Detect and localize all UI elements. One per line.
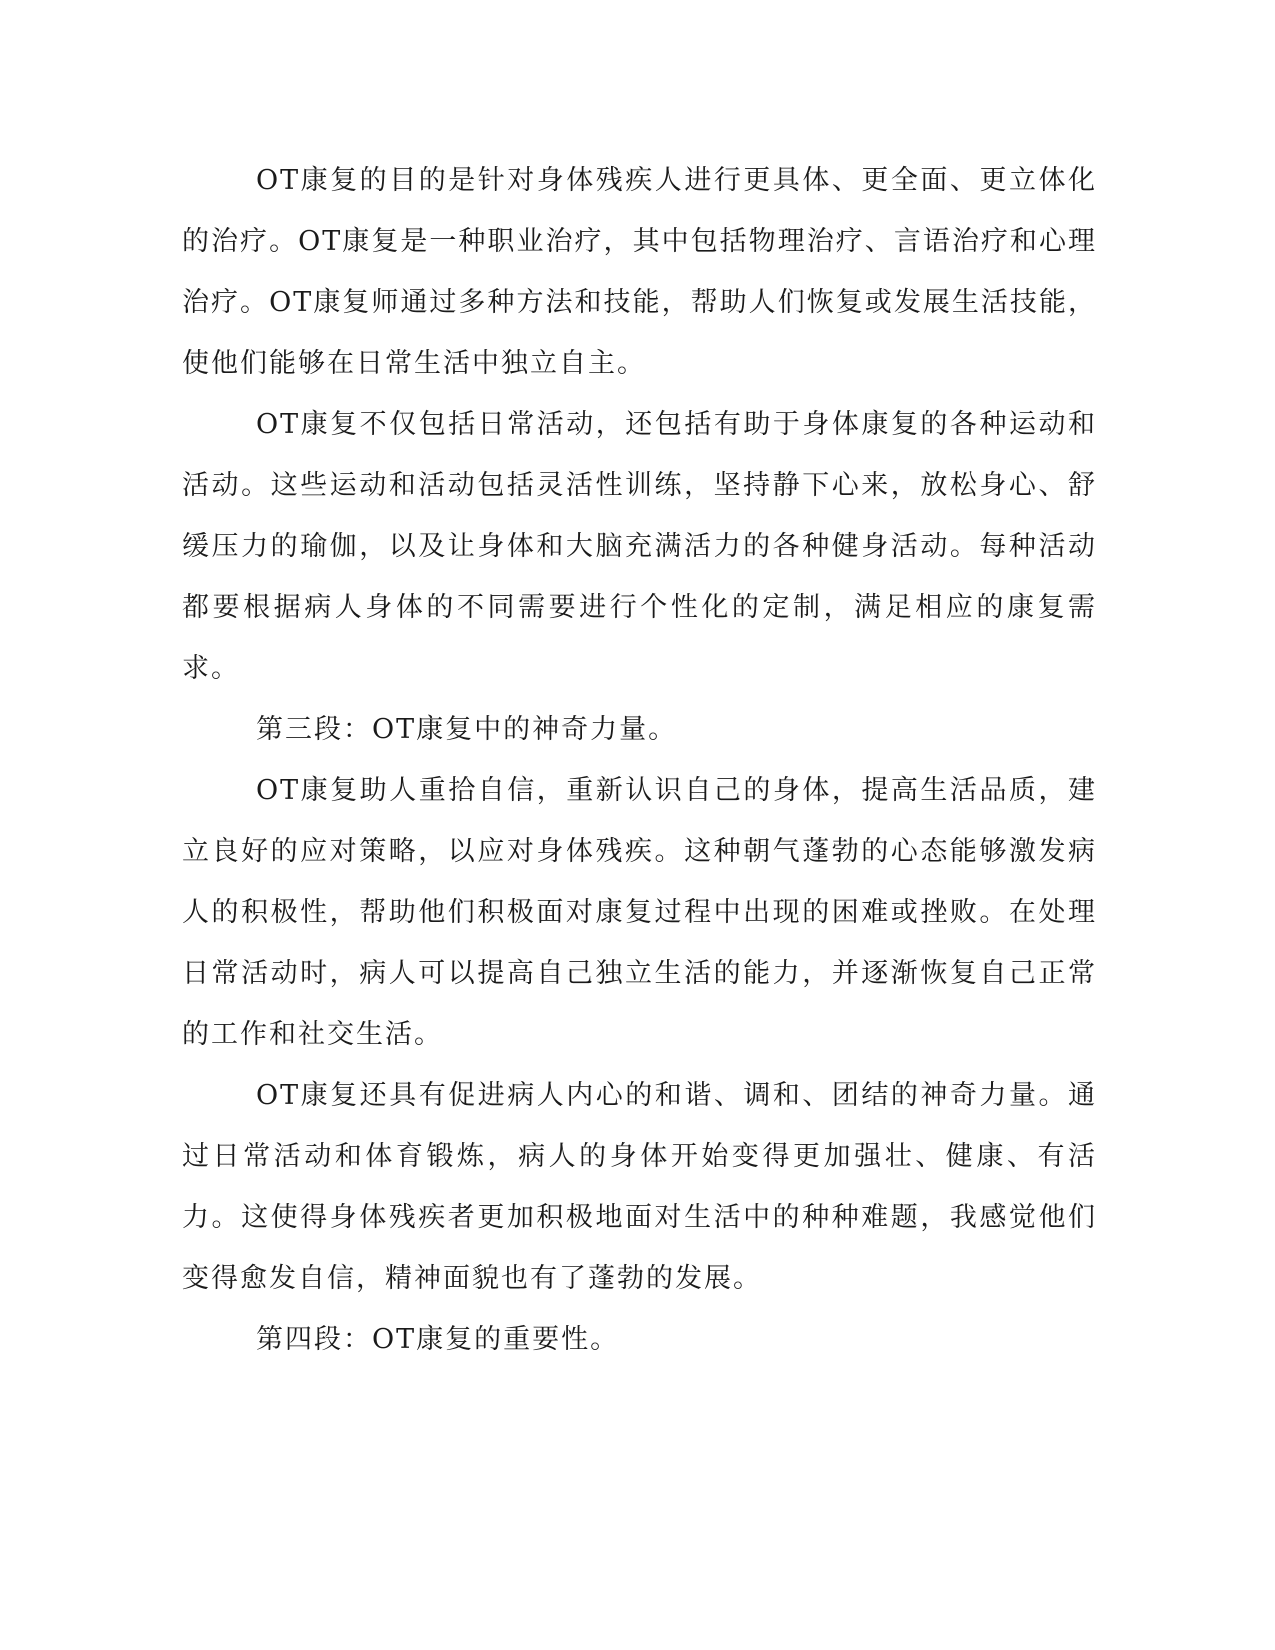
section-heading-3: 第三段：OT康复中的神奇力量。	[256, 714, 678, 745]
paragraph-ot-purpose: OT康复的目的是针对身体残疾人进行更具体、更全面、更立体化的治疗。OT康复是一种职业治疗，其中包括物理治疗、言语治疗和心理治疗。OT康复师通过多种方法和技能，帮助人们恢复或发展生活技能，使他们能够在日常生活中独立自主。	[182, 165, 1097, 379]
paragraph-ot-confidence: OT康复助人重拾自信，重新认识自己的身体，提高生活品质，建立良好的应对策略，以应对身体残疾。这种朝气蓬勃的心态能够激发病人的积极性，帮助他们积极面对康复过程中出现的困难或挫败。在处理日常活动时，病人可以提高自己独立生活的能力，并逐渐恢复自己正常的工作和社交生活。	[182, 775, 1097, 1050]
paragraph-ot-harmony: OT康复还具有促进病人内心的和谐、调和、团结的神奇力量。通过日常活动和体育锻炼，病人的身体开始变得更加强壮、健康、有活力。这使得身体残疾者更加积极地面对生活中的种种难题，我感觉他们变得愈发自信，精神面貌也有了蓬勃的发展。	[182, 1080, 1097, 1294]
section-heading-4: 第四段：OT康复的重要性。	[256, 1324, 620, 1355]
paragraph-ot-activities: OT康复不仅包括日常活动，还包括有助于身体康复的各种运动和活动。这些运动和活动包括灵活性训练，坚持静下心来，放松身心、舒缓压力的瑜伽，以及让身体和大脑充满活力的各种健身活动。每种活动都要根据病人身体的不同需要进行个性化的定制，满足相应的康复需求。	[182, 409, 1097, 684]
document-page	[182, 150, 1097, 1370]
